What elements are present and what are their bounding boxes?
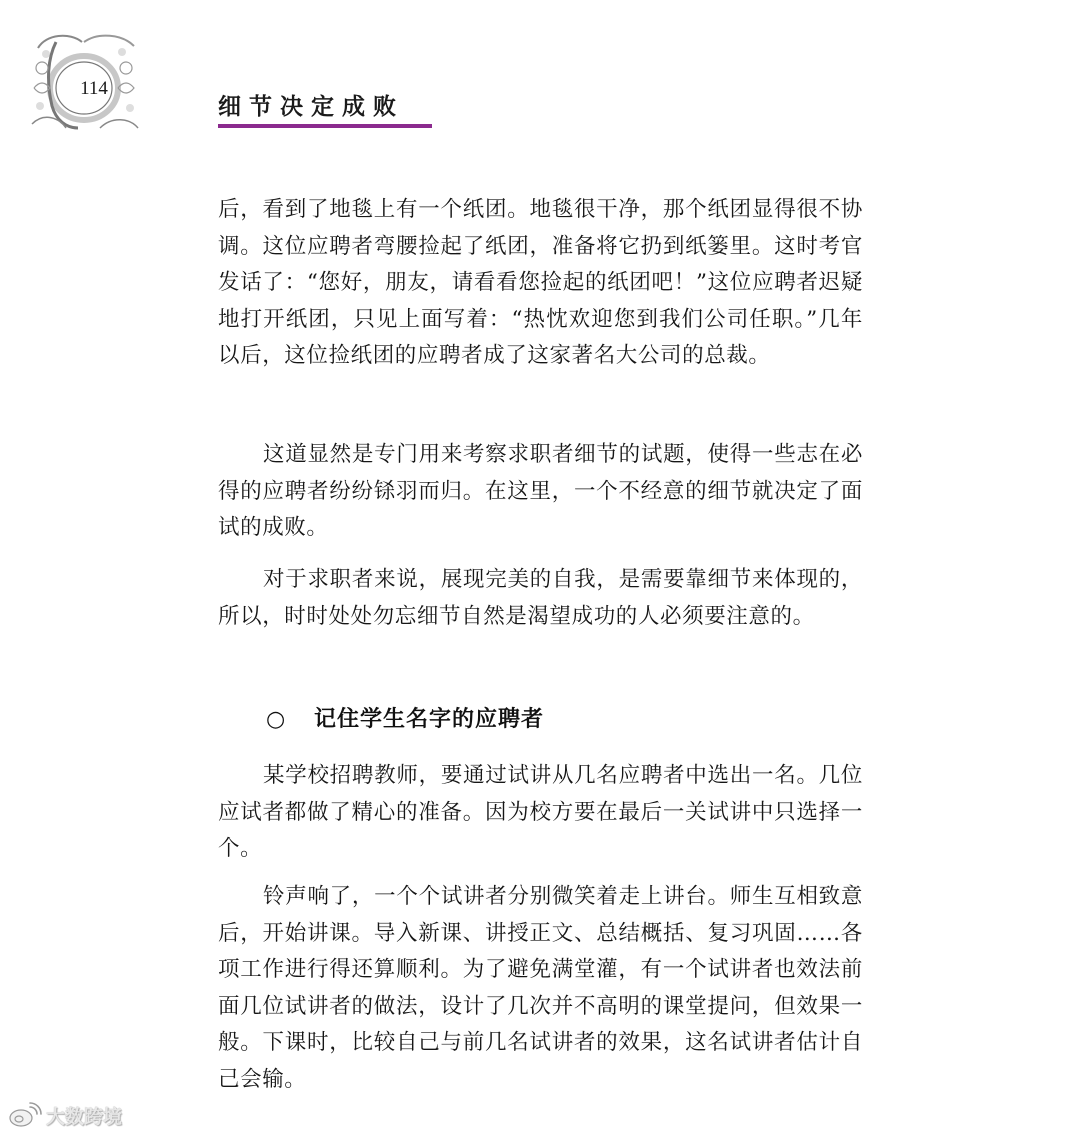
body-paragraph: 某学校招聘教师，要通过试讲从几名应聘者中选出一名。几位应试者都做了精心的准备。因为校方要在最后一关试讲中只选择一个。 <box>218 763 863 861</box>
body-paragraph: 对于求职者来说，展现完美的自我，是需要靠细节来体现的，所以，时时处处勿忘细节自然是渴望成功的人必须要注意的。 <box>218 567 863 629</box>
body-paragraph: 后，看到了地毯上有一个纸团。地毯很干净，那个纸团显得很不协调。这位应聘者弯腰捡起了纸团，准备将它扔到纸篓里。这时考官发话了：“您好，朋友，请看看您捡起的纸团吧！”这位应聘者迟疑地打开纸团，只见上面写着：“热忱欢迎您到我们公司任职。”几年以后，这位捡纸团的应聘者成了这家著名大公司的总裁。 <box>218 197 863 368</box>
weibo-logo-icon <box>8 1102 42 1128</box>
circle-bullet-icon: ○ <box>266 707 287 732</box>
body-paragraph: 铃声响了，一个个试讲者分别微笑着走上讲台。师生互相致意后，开始讲课。导入新课、讲授正文、总结概括、复习巩固……各项工作进行得还算顺利。为了避免满堂灌，有一个试讲者也效法前面几位试讲者的做法，设计了几次并不高明的课堂提问，但效果一般。下课时，比较自己与前几名试讲者的效果，这名试讲者估计自己会输。 <box>218 884 863 1092</box>
section-heading-text: 记住学生名字的应聘者 <box>314 707 545 732</box>
section-heading <box>266 702 544 733</box>
watermark-text: 大数跨境 <box>46 1105 123 1128</box>
running-header-title: 细节决定成败 <box>218 93 404 120</box>
body-paragraph: 这道显然是专门用来考察求职者细节的试题，使得一些志在必得的应聘者纷纷铩羽而归。在这里，一个不经意的细节就决定了面试的成败。 <box>218 442 863 540</box>
page-number: 114 <box>80 78 108 99</box>
header-underline <box>218 124 432 128</box>
watermark <box>8 1100 122 1130</box>
